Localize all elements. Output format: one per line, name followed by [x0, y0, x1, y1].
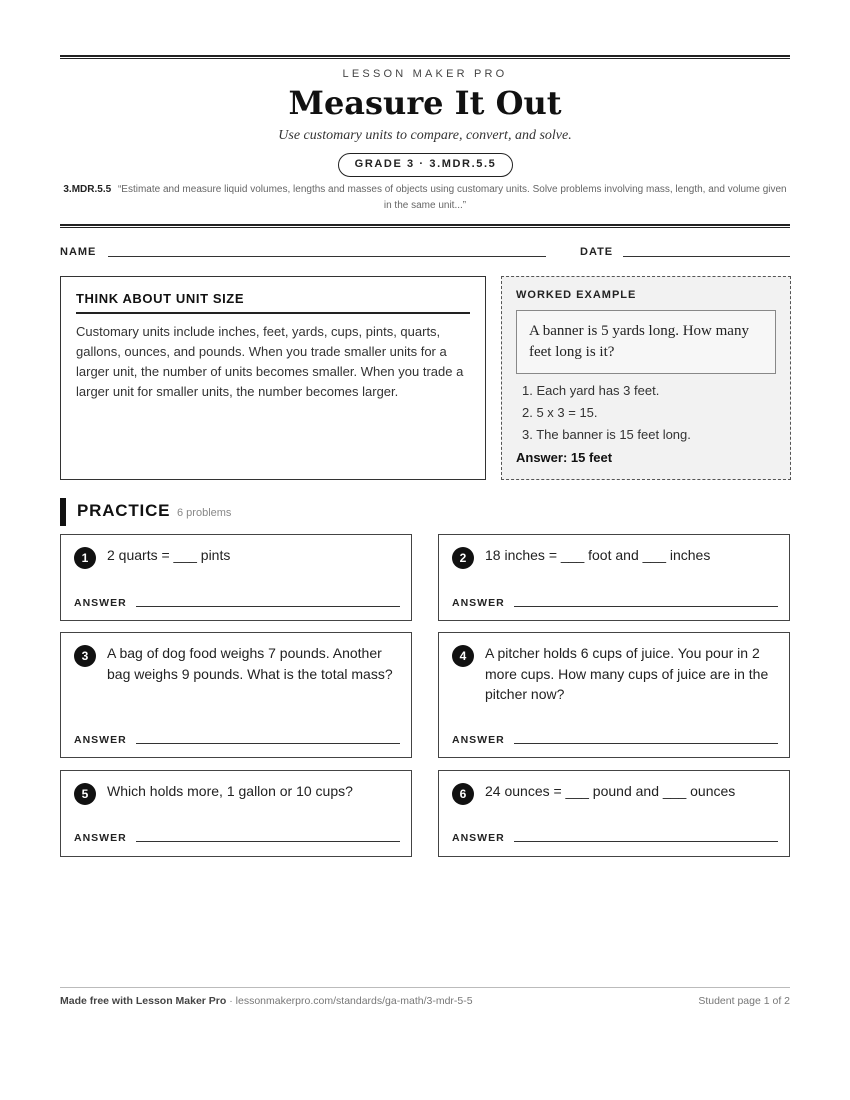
footer-page-number: Student page 1 of 2 [698, 995, 790, 1007]
worked-example-box [501, 276, 791, 480]
standard-description [60, 182, 790, 214]
problem-card-6 [438, 770, 790, 857]
footer-made-with: Made free with Lesson Maker Pro [60, 995, 227, 1007]
footer-rule [60, 987, 790, 988]
practice-accent-bar [60, 498, 66, 526]
problem-card-3 [60, 632, 412, 758]
worked-step: 2. 5 x 3 = 15. [522, 405, 598, 420]
worked-example-title: WORKED EXAMPLE [516, 289, 637, 301]
header-top-rule [60, 55, 790, 59]
problem-number-badge: 6 [452, 783, 474, 805]
answer-field-5[interactable] [136, 841, 400, 842]
answer-field-4[interactable] [514, 743, 778, 744]
problem-card-1 [60, 534, 412, 621]
problem-number-badge: 4 [452, 645, 474, 667]
footer-separator: · [226, 995, 236, 1007]
think-body: Customary units include inches, feet, yards, cups, pints, quarts, gallons, ounces, and pounds. When you trade smaller units for a larger unit, the number of units becomes smaller. When you trade a larger unit for smaller units, the number becomes larger. [76, 324, 464, 399]
worked-step: 1. Each yard has 3 feet. [522, 383, 660, 398]
worked-example-answer: Answer: 15 feet [516, 450, 613, 465]
date-label: DATE [580, 246, 614, 258]
problem-card-5 [60, 770, 412, 857]
header-bottom-rule [60, 224, 790, 228]
worked-example-problem: A banner is 5 yards long. How many feet long is it? [516, 310, 776, 374]
problem-text: Which holds more, 1 gallon or 10 cups? [107, 783, 353, 799]
problem-text: 2 quarts = ___ pints [107, 547, 231, 563]
problem-number-badge: 1 [74, 547, 96, 569]
practice-count: 6 problems [177, 507, 232, 519]
grade-badge: GRADE 3 · 3.MDR.5.5 [338, 153, 513, 177]
problem-text: 18 inches = ___ foot and ___ inches [485, 547, 711, 563]
answer-field-6[interactable] [514, 841, 778, 842]
page-title: Measure It Out [288, 84, 562, 122]
problem-text: 24 ounces = ___ pound and ___ ounces [485, 783, 736, 799]
problem-card-4 [438, 632, 790, 758]
problem-text: A bag of dog food weighs 7 pounds. Another bag weighs 9 pounds. What is the total mass? [107, 645, 393, 682]
problem-number-badge: 3 [74, 645, 96, 667]
answer-field-2[interactable] [514, 606, 778, 607]
practice-title: PRACTICE [77, 501, 171, 520]
answer-label: ANSWER [452, 832, 505, 844]
answer-label: ANSWER [74, 832, 127, 844]
worked-step: 3. The banner is 15 feet long. [522, 427, 691, 442]
standard-text: “Estimate and measure liquid volumes, lengths and masses of objects using customary units. Solve problems involving mass, length, and volume given in the same unit...” [117, 184, 787, 211]
answer-field-3[interactable] [136, 743, 400, 744]
problem-number-badge: 2 [452, 547, 474, 569]
think-about-box [60, 276, 486, 480]
answer-label: ANSWER [74, 597, 127, 609]
answer-field-1[interactable] [136, 606, 400, 607]
worked-example-steps [516, 380, 776, 446]
standard-code: 3.MDR.5.5 [63, 184, 112, 195]
name-label: NAME [60, 246, 97, 258]
answer-label: ANSWER [452, 597, 505, 609]
name-field[interactable] [108, 256, 546, 257]
brand-name: LESSON MAKER PRO [342, 68, 508, 80]
think-title: THINK ABOUT UNIT SIZE [76, 291, 470, 314]
footer-url-link[interactable]: lessonmakerpro.com/standards/ga-math/3-mdr-5-5 [235, 995, 473, 1007]
answer-label: ANSWER [74, 734, 127, 746]
answer-label: ANSWER [452, 734, 505, 746]
problem-card-2 [438, 534, 790, 621]
footer-credit [60, 995, 473, 1007]
date-field[interactable] [623, 256, 790, 257]
page-subtitle: Use customary units to compare, convert, and solve. [278, 128, 572, 143]
problem-number-badge: 5 [74, 783, 96, 805]
problem-text: A pitcher holds 6 cups of juice. You pour in 2 more cups. How many cups of juice are in the pitcher now? [485, 645, 769, 702]
